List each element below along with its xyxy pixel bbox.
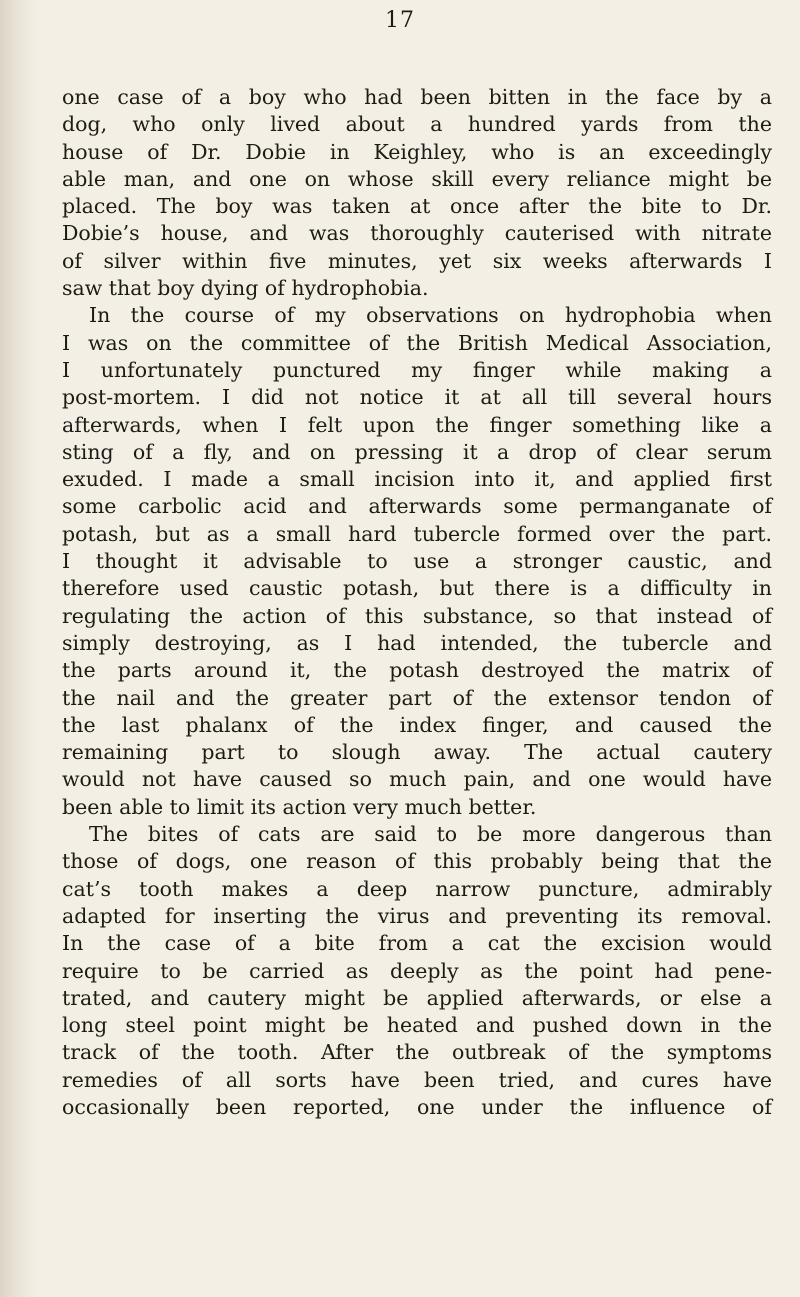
text-line: potash, but as a small hard tubercle formed over the part.	[62, 521, 772, 546]
text-line: placed. The boy was taken at once after the bite to Dr.	[62, 194, 772, 219]
text-line: long steel point might be heated and pushed down in the	[62, 1013, 772, 1038]
text-line: able man, and one on whose skill every reliance might be	[62, 166, 772, 191]
text-line: saw that boy dying of hydrophobia.	[62, 276, 429, 301]
text-line: I unfortunately punctured my finger while making a	[62, 357, 772, 382]
text-line: The bites of cats are said to be more dangerous than	[89, 822, 772, 847]
text-line: adapted for inserting the virus and preventing its removal.	[62, 903, 772, 928]
text-line: In the course of my observations on hydrophobia when	[89, 303, 772, 328]
text-line: require to be carried as deeply as the point had pene-	[62, 958, 772, 983]
text-line: simply destroying, as I had intended, the tubercle and	[62, 630, 772, 655]
text-line: cat’s tooth makes a deep narrow puncture, admirably	[62, 876, 772, 901]
text-line: the last phalanx of the index finger, and caused the	[62, 712, 772, 737]
text-line: post-mortem. I did not notice it at all till several hours	[62, 385, 772, 410]
text-line: the nail and the greater part of the extensor tendon of	[62, 685, 772, 710]
text-line: occasionally been reported, one under the influence of	[62, 1094, 772, 1119]
text-line: some carbolic acid and afterwards some permanganate of	[62, 494, 772, 519]
text-line: I thought it advisable to use a stronger caustic, and	[62, 549, 772, 574]
text-line: afterwards, when I felt upon the finger something like a	[62, 412, 772, 437]
text-line: therefore used caustic potash, but there is a difficulty in	[62, 576, 772, 601]
text-line: trated, and cautery might be applied afterwards, or else a	[62, 985, 772, 1010]
text-line: In the case of a bite from a cat the excision would	[62, 931, 772, 956]
text-line: one case of a boy who had been bitten in the face by a	[62, 85, 772, 109]
page-number: 17	[385, 8, 415, 33]
text-line: track of the tooth. After the outbreak of the symptoms	[62, 1040, 772, 1065]
page-gutter-shadow	[0, 0, 38, 1297]
text-line: sting of a fly, and on pressing it a drop of clear serum	[62, 439, 772, 464]
text-line: dog, who only lived about a hundred yards from the	[62, 112, 772, 137]
text-line: I was on the committee of the British Medical Association,	[62, 330, 772, 355]
text-line: Dobie’s house, and was thoroughly cauterised with nitrate	[62, 221, 772, 246]
text-line: exuded. I made a small incision into it, and applied first	[62, 467, 772, 492]
text-line: been able to limit its action very much better.	[62, 794, 537, 819]
text-line: regulating the action of this substance, so that instead of	[62, 603, 772, 628]
text-line: would not have caused so much pain, and one would have	[62, 767, 772, 792]
text-line: those of dogs, one reason of this probably being that the	[62, 849, 772, 874]
text-line: remaining part to slough away. The actual cautery	[62, 740, 772, 765]
text-line: the parts around it, the potash destroyed the matrix of	[62, 658, 772, 683]
text-line: of silver within five minutes, yet six weeks afterwards I	[62, 248, 772, 273]
text-line: remedies of all sorts have been tried, and cures have	[62, 1067, 772, 1092]
text-line: house of Dr. Dobie in Keighley, who is an exceedingly	[62, 139, 772, 164]
body-text	[62, 84, 772, 1121]
